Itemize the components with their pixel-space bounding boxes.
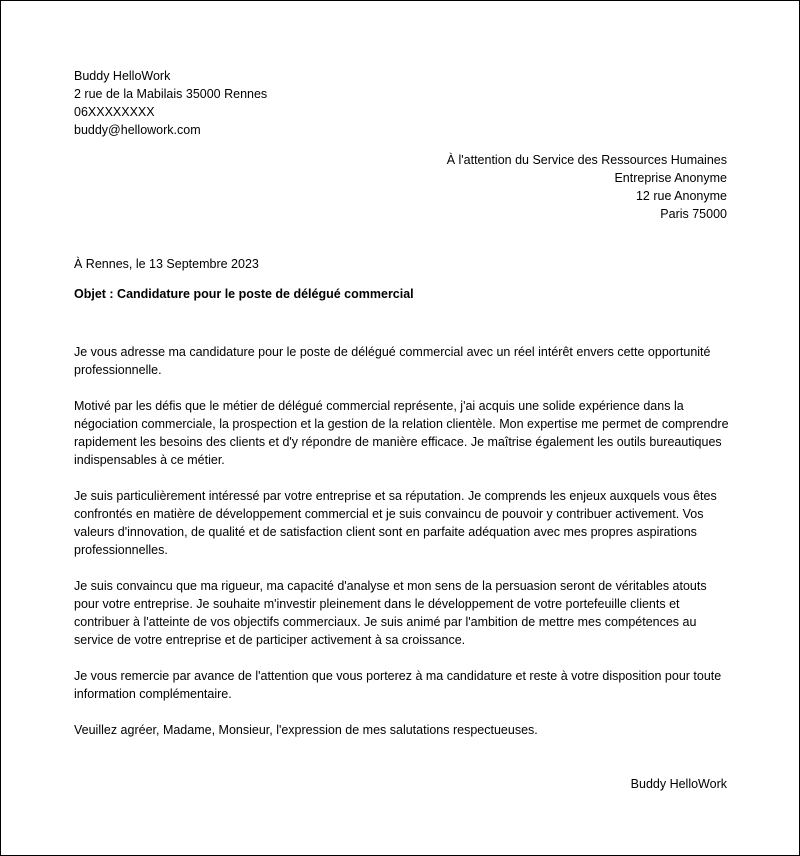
recipient-company: Entreprise Anonyme xyxy=(614,171,727,185)
body-paragraph: Motivé par les défis que le métier de délégué commercial représente, j'ai acquis une solide expérience dans la négociation commerciale, la prospection et la gestion de la relation clientèle. Mon expertise me permet de comprendre rapidement les besoins des clients et d'y répondre de manière efficace. Je maîtrise également les outils bureautiques indispensables à ce métier. xyxy=(74,399,729,467)
recipient-city: Paris 75000 xyxy=(660,207,727,221)
sender-name: Buddy HelloWork xyxy=(74,69,171,83)
closing-paragraph: Veuillez agréer, Madame, Monsieur, l'expression de mes salutations respectueuses. xyxy=(74,723,538,737)
sender-block xyxy=(74,67,267,139)
body-paragraph: Je suis convaincu que ma rigueur, ma capacité d'analyse et mon sens de la persuasion seront de véritables atouts pour votre entreprise. Je souhaite m'investir pleinement dans le développement de votre portefeuille clients et contribuer à l'atteinte de vos objectifs commerciaux. Je suis animé par l'ambition de mettre mes compétences au service de votre entreprise et de participer activement à sa croissance. xyxy=(74,579,707,647)
signature: Buddy HelloWork xyxy=(630,777,727,791)
body-paragraph: Je vous remercie par avance de l'attention que vous porterez à ma candidature et reste à votre disposition pour toute information complémentaire. xyxy=(74,669,722,701)
sender-email: buddy@hellowork.com xyxy=(74,123,201,137)
body-paragraph: Je vous adresse ma candidature pour le poste de délégué commercial avec un réel intérêt envers cette opportunité professionnelle. xyxy=(74,345,711,377)
sender-address: 2 rue de la Mabilais 35000 Rennes xyxy=(74,87,268,101)
sender-phone: 06XXXXXXXX xyxy=(74,105,155,119)
recipient-street: 12 rue Anonyme xyxy=(635,189,727,203)
body-paragraph: Je suis particulièrement intéressé par votre entreprise et sa réputation. Je comprends les enjeux auxquels vous êtes confrontés en matière de développement commercial et je suis convaincu de pouvoir y contribuer activement. Vos valeurs d'innovation, de qualité et de satisfaction client sont en parfaite adéquation avec mes propres aspirations professionnelles. xyxy=(74,489,717,557)
date-line: À Rennes, le 13 Septembre 2023 xyxy=(74,257,259,271)
recipient-block xyxy=(447,151,727,223)
recipient-attention: À l'attention du Service des Ressources Humaines xyxy=(446,153,727,167)
subject-line: Objet : Candidature pour le poste de délégué commercial xyxy=(74,287,414,301)
letter-body xyxy=(74,343,734,757)
